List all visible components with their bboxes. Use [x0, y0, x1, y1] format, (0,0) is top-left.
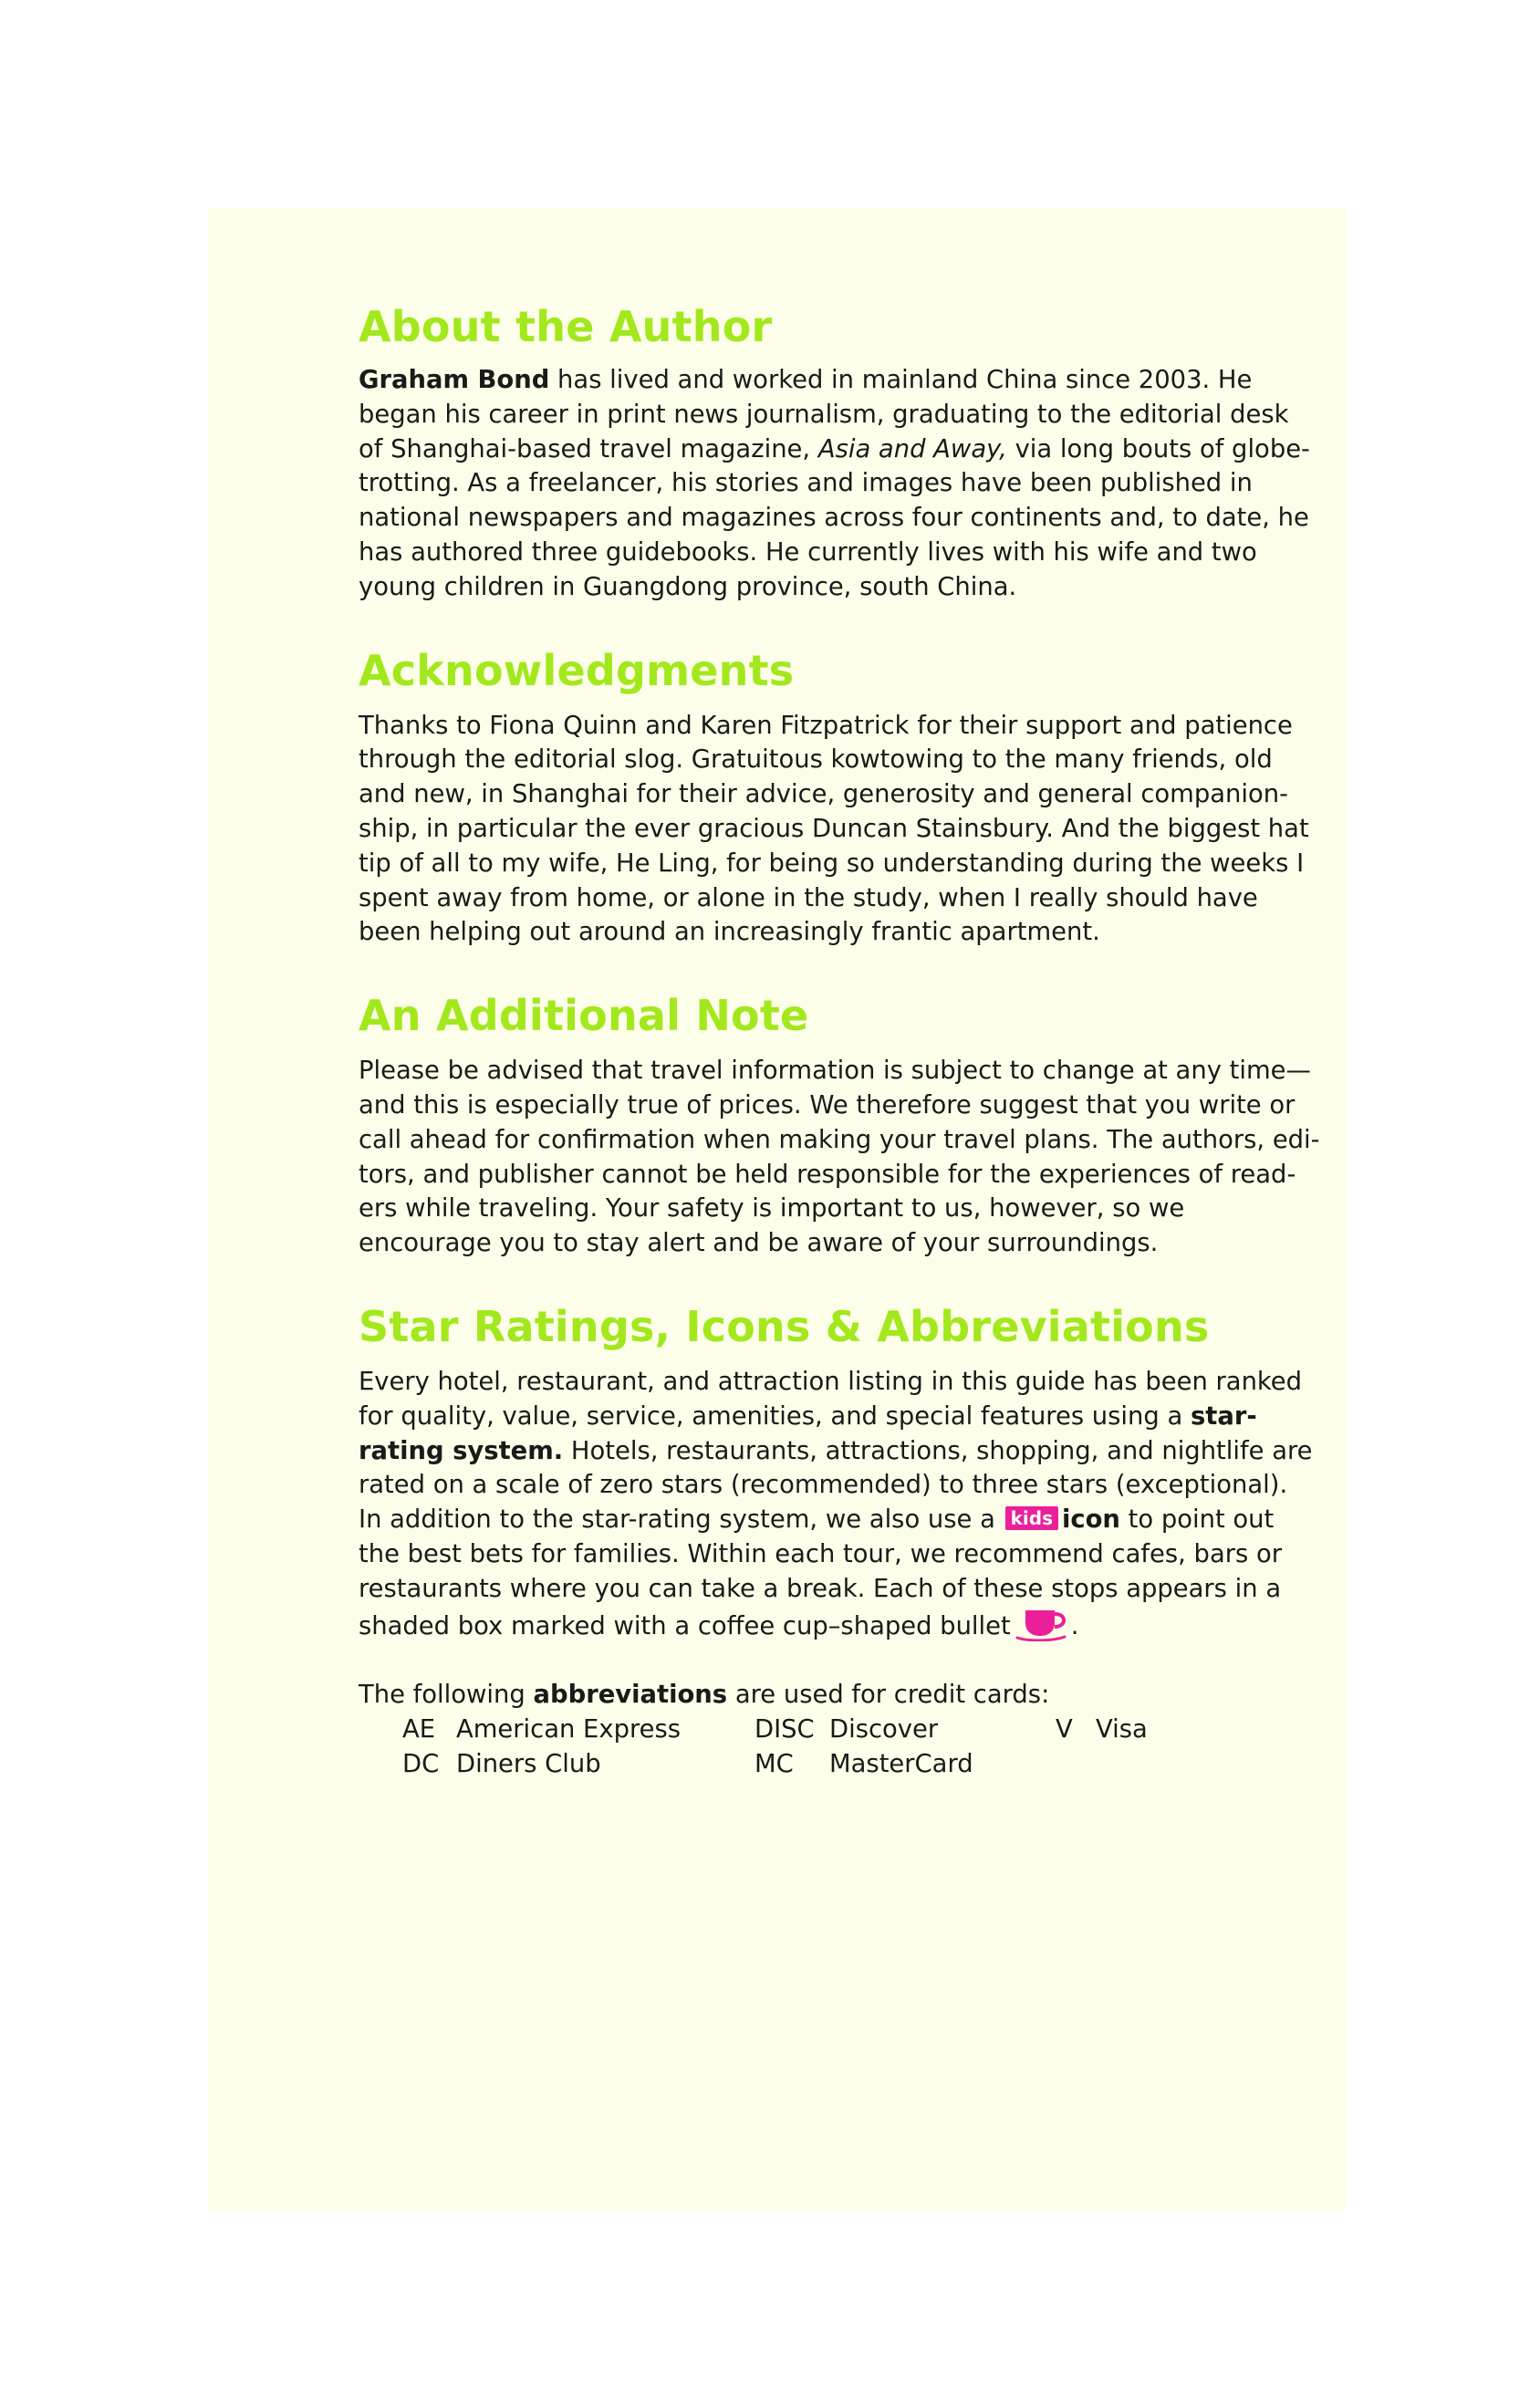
ratings-heading: Star Ratings, Icons & Abbreviations	[359, 1301, 1210, 1351]
note-line: Please be advised that travel information is subject to change at any time—	[359, 1057, 1311, 1086]
abbreviation-code: MC	[754, 1750, 794, 1779]
about-line: trotting. As a freelancer, his stories and images have been published in	[359, 469, 1253, 498]
magazine-title: Asia and Away,	[817, 434, 1007, 463]
acknowledgments-line: tip of all to my wife, He Ling, for being so understanding during the weeks I	[359, 849, 1305, 878]
note-paragraph	[359, 1054, 1320, 1261]
note-line: encourage you to stay alert and be aware of your surroundings.	[359, 1229, 1159, 1258]
ratings-line: rated on a scale of zero stars (recommended) to three stars (exceptional).	[359, 1471, 1288, 1500]
abbreviation-name: MasterCard	[829, 1750, 973, 1779]
acknowledgments-line: been helping out around an increasingly frantic apartment.	[359, 918, 1100, 947]
about-paragraph	[359, 363, 1310, 605]
abbreviations-table	[359, 1713, 1243, 1786]
abbreviations-intro: The following abbreviations are used for credit cards:	[359, 1681, 1050, 1710]
acknowledgments-line: spent away from home, or alone in the study, when I really should have	[359, 883, 1258, 912]
abbreviation-code: DISC	[754, 1715, 815, 1744]
abbreviation-code: V	[1056, 1715, 1073, 1744]
abbreviation-name: Visa	[1096, 1715, 1148, 1744]
abbreviation-name: Diners Club	[456, 1750, 601, 1779]
about-line: began his career in print news journalism, graduating to the editorial desk	[359, 400, 1289, 429]
ratings-line: Every hotel, restaurant, and attraction listing in this guide has been ranked	[359, 1367, 1303, 1396]
about-line: of Shanghai-based travel magazine, Asia and Away, via long bouts of globe-	[359, 434, 1310, 463]
ratings-line: the best bets for families. Within each tour, we recommend cafes, bars or	[359, 1539, 1282, 1568]
acknowledgments-line: ship, in particular the ever gracious Duncan Stainsbury. And the biggest hat	[359, 814, 1309, 843]
ratings-line: shaded box marked with a coffee cup–shaped bullet .	[359, 1607, 1243, 1644]
acknowledgments-line: through the editorial slog. Gratuitous kowtowing to the many friends, old	[359, 745, 1273, 775]
note-line: tors, and publisher cannot be held responsible for the experiences of read-	[359, 1160, 1296, 1189]
abbreviation-name: Discover	[829, 1715, 939, 1744]
author-name: Graham Bond	[359, 366, 550, 394]
ratings-line: In addition to the star-rating system, we also use a kids icon to point out	[359, 1505, 1275, 1535]
ratings-line: restaurants where you can take a break. Each of these stops appears in a	[359, 1574, 1282, 1603]
acknowledgments-paragraph	[359, 709, 1309, 951]
acknowledgments-heading: Acknowledgments	[359, 645, 795, 695]
note-line: call ahead for confirmation when making your travel plans. The authors, edi-	[359, 1125, 1320, 1154]
note-line: and this is especially true of prices. We therefore suggest that you write or	[359, 1090, 1295, 1119]
coffee-cup-icon	[1015, 1607, 1067, 1641]
about-line: has authored three guidebooks. He currently lives with his wife and two	[359, 537, 1257, 567]
abbreviation-name: American Express	[456, 1715, 682, 1744]
about-line: Graham Bond has lived and worked in mainland China since 2003. He	[359, 366, 1253, 394]
abbreviation-code: AE	[402, 1715, 436, 1744]
about-heading: About the Author	[359, 302, 773, 351]
ratings-paragraph	[359, 1365, 1313, 1643]
note-heading: An Additional Note	[359, 991, 809, 1041]
ratings-line: for quality, value, service, amenities, and special features using a star-	[359, 1401, 1257, 1431]
about-line: young children in Guangdong province, south China.	[359, 572, 1017, 601]
ratings-line: rating system. Hotels, restaurants, attractions, shopping, and nightlife are	[359, 1436, 1313, 1465]
acknowledgments-line: Thanks to Fiona Quinn and Karen Fitzpatrick for their support and patience	[359, 711, 1293, 740]
page-content	[359, 301, 1320, 1786]
about-line: national newspapers and magazines across four continents and, to date, he	[359, 504, 1309, 533]
acknowledgments-line: and new, in Shanghai for their advice, generosity and general companion-	[359, 780, 1288, 809]
note-line: ers while traveling. Your safety is important to us, however, so we	[359, 1194, 1185, 1224]
kids-icon: kids	[1005, 1506, 1058, 1530]
abbreviation-code: DC	[402, 1750, 440, 1779]
